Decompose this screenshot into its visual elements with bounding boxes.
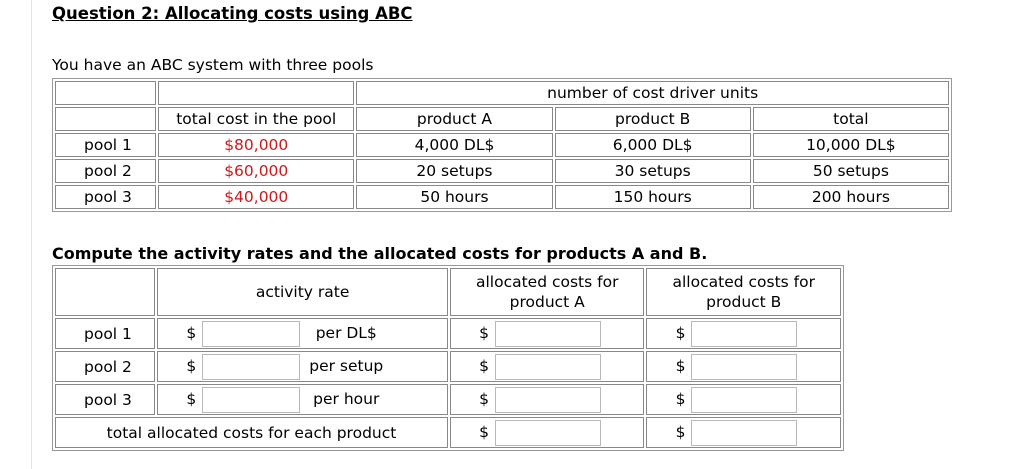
table-row	[55, 351, 841, 382]
empty-cell	[55, 81, 156, 105]
currency-symbol: $	[479, 390, 489, 408]
pool-label: pool 2	[55, 351, 155, 382]
currency-symbol: $	[479, 357, 489, 375]
pool-cost: $60,000	[158, 159, 354, 183]
total-allocated-label: total allocated costs for each product	[55, 417, 448, 448]
allocated-a-cell	[450, 318, 644, 349]
product-b-units: 6,000 DL$	[555, 133, 751, 157]
currency-symbol: $	[675, 357, 686, 375]
allocated-a-input[interactable]	[495, 387, 601, 413]
allocated-b-header: allocated costs for product B	[646, 268, 841, 316]
activity-rate-table	[52, 265, 844, 451]
activity-rate-cell	[157, 318, 448, 349]
table-row	[55, 384, 841, 415]
page-left-border	[31, 0, 32, 469]
product-b-units: 30 setups	[555, 159, 751, 183]
table-row	[55, 417, 841, 448]
table-row	[55, 268, 841, 316]
allocated-a-input[interactable]	[495, 321, 601, 347]
total-units: 200 hours	[753, 185, 949, 209]
column-header: product A	[356, 107, 552, 131]
currency-symbol: $	[186, 357, 197, 375]
currency-symbol: $	[479, 423, 489, 441]
cost-pool-table	[52, 78, 952, 212]
allocated-a-cell	[450, 351, 644, 382]
product-a-units: 20 setups	[356, 159, 552, 183]
currency-symbol: $	[675, 390, 686, 408]
currency-symbol: $	[186, 390, 197, 408]
allocated-b-cell	[646, 318, 841, 349]
empty-cell	[55, 268, 155, 316]
column-header	[55, 107, 156, 131]
currency-symbol: $	[675, 423, 686, 441]
column-header: total	[753, 107, 949, 131]
column-header: product B	[555, 107, 751, 131]
activity-rate-input[interactable]	[202, 387, 300, 413]
driver-units-header: number of cost driver units	[356, 81, 949, 105]
activity-rate-header: activity rate	[157, 268, 448, 316]
activity-rate-cell	[157, 384, 448, 415]
currency-symbol: $	[675, 324, 686, 342]
currency-symbol: $	[186, 324, 197, 342]
table-row	[55, 318, 841, 349]
allocated-b-cell	[646, 384, 841, 415]
rate-unit: per hour	[313, 390, 380, 408]
allocated-b-input[interactable]	[691, 387, 797, 413]
empty-cell	[158, 81, 354, 105]
table-row	[55, 185, 949, 209]
pool-cost: $40,000	[158, 185, 354, 209]
total-a-input[interactable]	[495, 420, 601, 446]
allocated-a-input[interactable]	[495, 354, 601, 380]
column-header: total cost in the pool	[158, 107, 354, 131]
activity-rate-input[interactable]	[202, 354, 300, 380]
intro-text: You have an ABC system with three pools	[52, 56, 374, 74]
rate-unit: per DL$	[315, 324, 377, 342]
allocated-b-input[interactable]	[691, 354, 797, 380]
total-units: 50 setups	[753, 159, 949, 183]
activity-rate-input[interactable]	[202, 321, 300, 347]
pool-label: pool 3	[55, 185, 156, 209]
allocated-a-cell	[450, 384, 644, 415]
pool-label: pool 3	[55, 384, 155, 415]
product-b-units: 150 hours	[555, 185, 751, 209]
total-a-cell	[450, 417, 644, 448]
allocated-b-input[interactable]	[691, 321, 797, 347]
pool-label: pool 1	[55, 133, 156, 157]
table-row	[55, 81, 949, 105]
allocated-b-cell	[646, 351, 841, 382]
table-row	[55, 159, 949, 183]
table-row	[55, 107, 949, 131]
product-a-units: 50 hours	[356, 185, 552, 209]
activity-rate-cell	[157, 351, 448, 382]
compute-instructions: Compute the activity rates and the allocated costs for products A and B.	[52, 244, 708, 263]
allocated-a-header: allocated costs for product A	[450, 268, 644, 316]
total-units: 10,000 DL$	[753, 133, 949, 157]
table-row	[55, 133, 949, 157]
total-b-cell	[646, 417, 841, 448]
question-title: Question 2: Allocating costs using ABC	[52, 4, 413, 23]
currency-symbol: $	[479, 324, 489, 342]
rate-unit: per setup	[309, 357, 384, 375]
total-b-input[interactable]	[691, 420, 797, 446]
pool-cost: $80,000	[158, 133, 354, 157]
pool-label: pool 2	[55, 159, 156, 183]
product-a-units: 4,000 DL$	[356, 133, 552, 157]
pool-label: pool 1	[55, 318, 155, 349]
